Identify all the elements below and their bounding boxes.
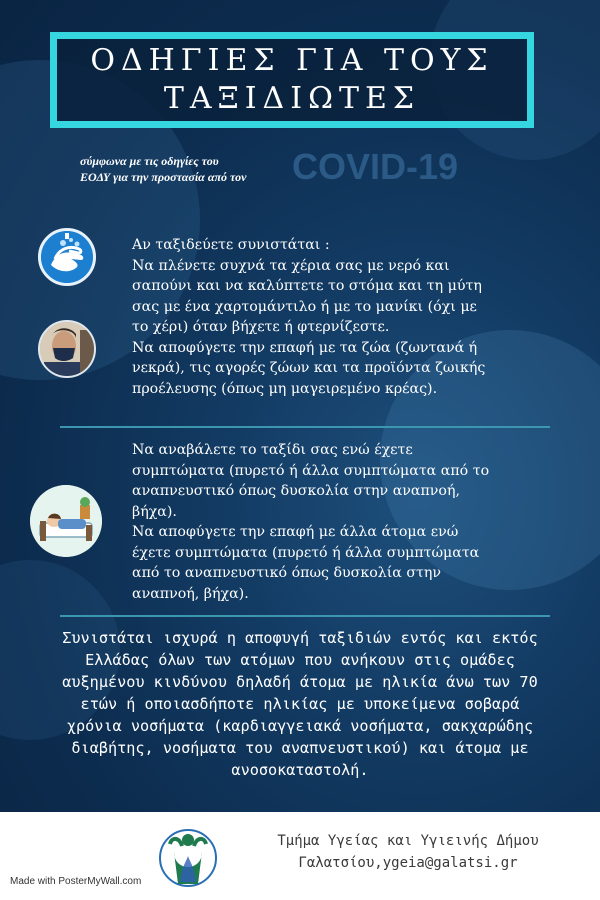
advice-line: νεκρά), τις αγορές ζώων και τα προϊόντα ζωικής xyxy=(132,360,486,376)
warning-line: Ελλάδας όλων των ατόμων που ανήκουν στις ομάδες xyxy=(85,651,515,669)
advice-line: σαπούνι και να καλύπτετε το στόμα και τη μύτη xyxy=(132,278,482,294)
warning-line: ετών ή οποιασδήποτε ηλικίας με υποκείμενα σοβαρά xyxy=(80,695,520,713)
advice-line: βήχα). xyxy=(132,503,177,520)
warning-line: ανοσοκαταστολή. xyxy=(231,761,369,779)
advice-line: αναπνευστικό όπως δυσκολία στην αναπνοή, xyxy=(132,483,460,499)
high-risk-warning xyxy=(20,627,580,781)
subtitle xyxy=(80,153,300,185)
symptoms-advice-block xyxy=(132,440,552,604)
title-box xyxy=(50,32,534,128)
warning-line: διαβήτης, νοσήματα του αναπνευστικού) και άτομα με xyxy=(71,739,529,757)
covid-19-heading: COVID-19 xyxy=(292,146,459,187)
footer xyxy=(0,812,600,900)
masked-person-icon xyxy=(38,320,96,378)
travel-advice-block xyxy=(132,235,552,399)
advice-line: σας με ένα χαρτομάντιλο ή με το μανίκι (όχι με xyxy=(132,298,477,315)
warning-line: αυξημένου κινδύνου δηλαδή άτομα με ηλικία άνω των 70 xyxy=(62,673,538,691)
advice-line: Να αποφύγετε την επαφή με τα ζώα (ζωντανά ή xyxy=(132,339,478,356)
advice-line: Να αποφύγετε την επαφή με άλλα άτομα ενώ xyxy=(132,524,459,540)
advice-line: Αν ταξιδεύετε συνιστάται : xyxy=(132,237,330,253)
title-line-1: ΟΔΗΓΙΕΣ ΓΙΑ ΤΟΥΣ xyxy=(90,43,494,78)
advice-line: προέλευσης (όπως μη μαγειρεμένο κρέας). xyxy=(132,380,438,397)
advice-line: Να αναβάλετε το ταξίδι σας ενώ έχετε xyxy=(132,442,413,458)
advice-line: αναπνοή, βήχα). xyxy=(132,585,249,602)
postermywall-credit: Made with PosterMyWall.com xyxy=(10,876,142,887)
sick-in-bed-icon xyxy=(30,485,102,557)
advice-line: το χέρι) όταν βήχετε ή φτερνίζεστε. xyxy=(132,319,390,335)
divider xyxy=(60,615,550,617)
advice-line: έχετε συμπτώματα (πυρετό ή άλλα συμπτώματα xyxy=(132,544,480,561)
title-line-2: ΤΑΞΙΔΙΩΤΕΣ xyxy=(163,81,421,116)
divider xyxy=(60,426,550,428)
advice-line: συμπτώματα (πυρετό ή άλλα συμπτώματα από το xyxy=(132,462,490,479)
subtitle-line-1: σύμφωνα με τις οδηγίες του xyxy=(80,154,219,168)
handwashing-icon xyxy=(38,228,96,286)
warning-line: χρόνια νοσήματα (καρδιαγγειακά νοσήματα, σακχαρώδης xyxy=(66,717,534,735)
subtitle-line-2: ΕΟΔΥ για την προστασία από τον xyxy=(80,170,247,184)
advice-line: Να πλένετε συχνά τα χέρια σας με νερό και xyxy=(132,257,450,274)
galatsi-municipality-logo xyxy=(158,822,218,894)
advice-line: από το αναπνευστικό όπως δυσκολία στην xyxy=(132,565,442,581)
warning-line: Συνιστάται ισχυρά η αποφυγή ταξιδιών εντός και εκτός xyxy=(62,629,538,647)
department-name: Τμήμα Υγείας και Υγιεινής Δήμου xyxy=(277,833,539,849)
department-email: Γαλατσίου,ygeia@galatsi.gr xyxy=(298,855,518,871)
department-contact xyxy=(228,830,588,874)
